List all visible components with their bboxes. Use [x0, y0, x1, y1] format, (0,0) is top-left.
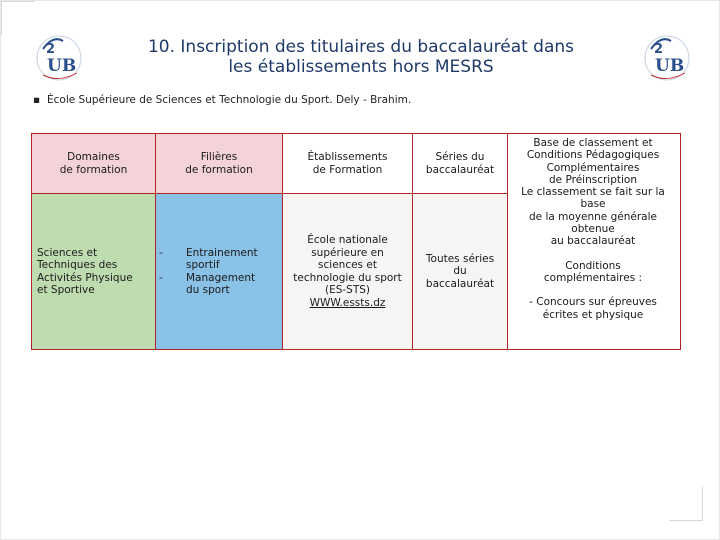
title-line-1: 10. Inscription des titulaires du baccalauréat dans: [147, 37, 575, 57]
series-cell: Toutes séries du baccalauréat: [413, 194, 508, 350]
domaine-cell: Sciences et Techniques des Activités Physique et Sportive: [32, 194, 156, 350]
header-etablissements: Établissements de Formation: [283, 134, 413, 194]
conditions-text: Base de classement et Conditions Pédagogiques Complémentaires de Préinscription Le classement se fait sur la base de la moyenne générale obtenue au baccalauréat Conditions complémentaires : - Concours sur épreuves écrites et physique: [521, 137, 665, 321]
school-name: École Supérieure de Sciences et Technologie du Sport. Dely - Brahim.: [47, 94, 412, 106]
svg-text:2: 2: [654, 42, 664, 57]
etablissement-cell: École nationale supérieure en sciences et technologie du sport (ES-STS) WWW.essts.dz: [283, 194, 413, 350]
page-title: [71, 37, 651, 77]
header-filieres: Filières de formation: [156, 134, 283, 194]
svg-text:UB: UB: [655, 56, 685, 76]
svg-text:UB: UB: [47, 56, 77, 76]
list-item: - Entrainement sportif: [159, 246, 258, 271]
header-domaines: Domaines de formation: [32, 134, 156, 194]
bullet-icon: ▪: [33, 94, 41, 106]
list-item: - Management du sport: [159, 271, 256, 296]
school-bullet: [33, 94, 411, 106]
corner-frame: [1, 1, 35, 35]
filieres-cell: [156, 194, 283, 350]
website-link[interactable]: WWW.essts.dz: [309, 296, 386, 309]
svg-text:2: 2: [46, 42, 56, 57]
title-line-2: les établissements hors MESRS: [228, 57, 494, 77]
corner-frame: [669, 487, 703, 521]
header-series: Séries du baccalauréat: [413, 134, 508, 194]
